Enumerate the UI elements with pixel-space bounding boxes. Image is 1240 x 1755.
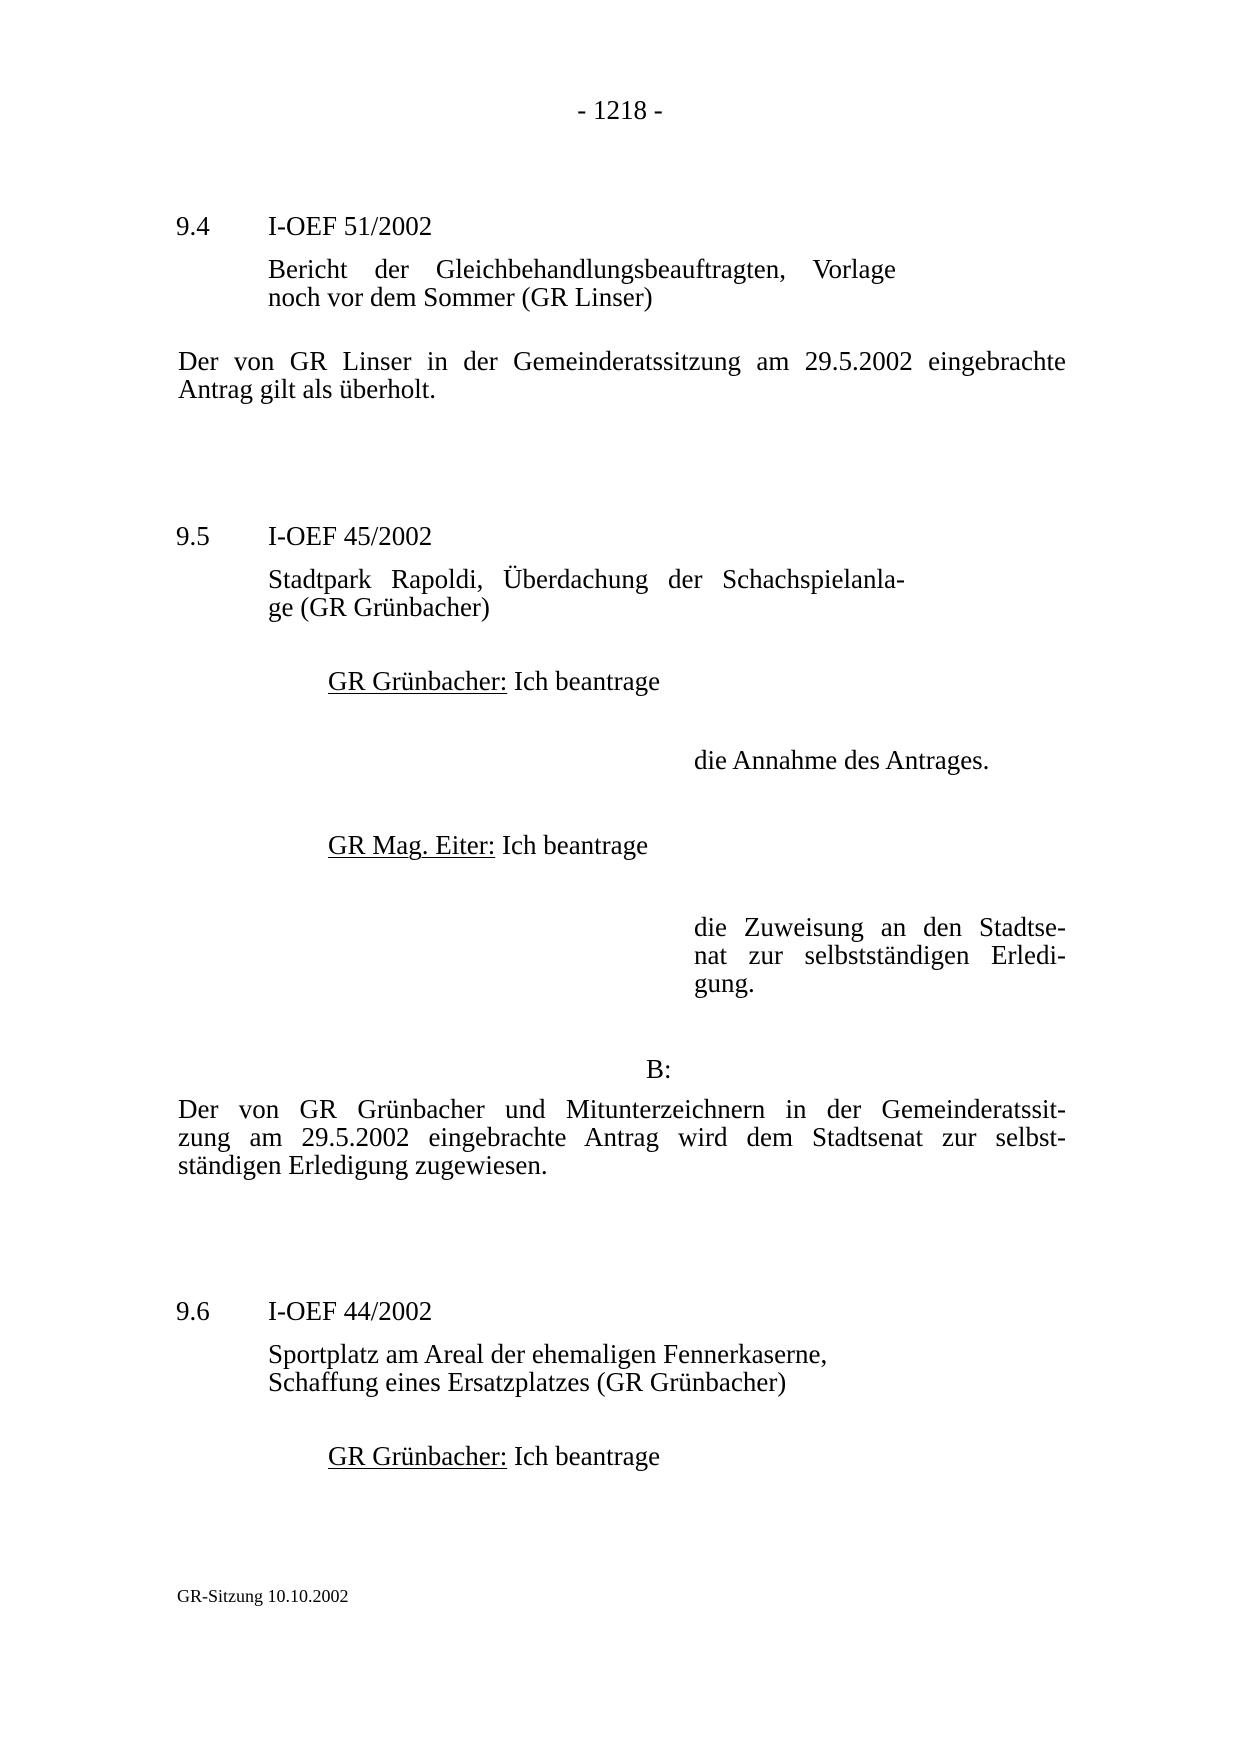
decision-line: ständigen Erledigung zugewiesen. <box>178 1150 548 1180</box>
item-title-line: Schaffung eines Ersatzplatzes (GR Grünbacher) <box>268 1367 787 1397</box>
motion-text: Ich beantrage <box>495 830 649 860</box>
item-title-line: Bericht der Gleichbehandlungsbeauftragten, Vorlage <box>268 254 896 284</box>
item-result <box>178 347 1066 403</box>
decision-line: zung am 29.5.2002 eingebrachte Antrag wird dem Stadtsenat zur selbst- <box>178 1122 1066 1152</box>
motion-request: die Annahme des Antrages. <box>694 745 990 775</box>
speaker-name: GR Grünbacher: <box>328 666 508 696</box>
item-code: I-OEF 45/2002 <box>268 521 433 551</box>
motion-line <box>328 831 648 859</box>
motion-request <box>694 913 1066 997</box>
speaker-name: GR Mag. Eiter: <box>328 830 496 860</box>
speaker-name: GR Grünbacher: <box>328 1441 508 1471</box>
item-number: 9.4 <box>176 211 210 241</box>
item-number: 9.6 <box>176 1296 210 1326</box>
motion-request-line: die Zuweisung an den Stadtse- <box>694 912 1066 942</box>
item-title-line: ge (GR Grünbacher) <box>268 592 490 622</box>
item-number: 9.5 <box>176 521 210 551</box>
item-title-line: Sportplatz am Areal der ehemaligen Fennerkaserne, <box>268 1339 828 1369</box>
item-code: I-OEF 51/2002 <box>268 211 433 241</box>
motion-line <box>328 667 660 695</box>
page-number: - 1218 - <box>577 95 663 125</box>
motion-request-line: gung. <box>694 968 755 998</box>
motion-line <box>328 1442 660 1470</box>
item-result-line: Der von GR Linser in der Gemeinderatssitzung am 29.5.2002 eingebrachte <box>178 346 1066 376</box>
motion-text: Ich beantrage <box>507 1441 661 1471</box>
item-title-line: noch vor dem Sommer (GR Linser) <box>268 282 653 312</box>
motion-request-line: nat zur selbstständigen Erledi- <box>694 940 1066 970</box>
item-result-line: Antrag gilt als überholt. <box>178 374 436 404</box>
item-title <box>268 1340 827 1396</box>
item-title-line: Stadtpark Rapoldi, Überdachung der Schachspielanla- <box>268 564 905 594</box>
item-title <box>268 565 905 621</box>
motion-text: Ich beantrage <box>507 666 661 696</box>
decision-label: B: <box>646 1054 672 1084</box>
decision-text <box>178 1095 1066 1179</box>
decision-line: Der von GR Grünbacher und Mitunterzeichnern in der Gemeinderatssit- <box>178 1094 1066 1124</box>
item-code: I-OEF 44/2002 <box>268 1296 433 1326</box>
page-footer: GR-Sitzung 10.10.2002 <box>177 1586 349 1606</box>
item-title <box>268 255 896 311</box>
